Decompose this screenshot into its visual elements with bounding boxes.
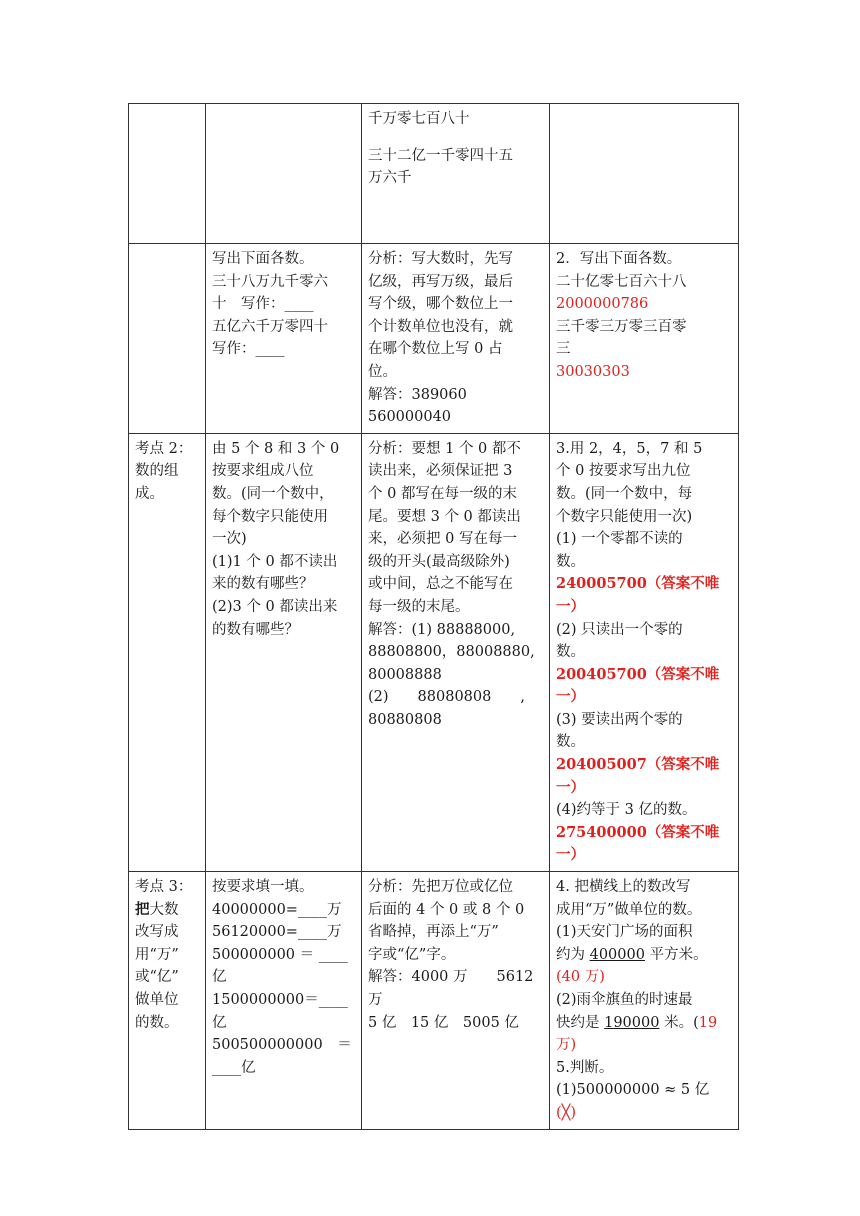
text-line: 约为 400000 平方米。: [556, 946, 708, 963]
cell-question: [206, 433, 362, 871]
cell-analysis: [362, 872, 550, 1130]
cell-exercise: [550, 244, 739, 434]
answer-text: 200405700（答案不唯: [556, 665, 720, 683]
cell-exercise: [550, 872, 739, 1130]
table-row: [129, 433, 739, 871]
text-line: 读出来，必须保证把 3: [368, 463, 513, 480]
table-row: [129, 104, 739, 244]
text-line: 后面的 4 个 0 或 8 个 0: [368, 901, 525, 918]
text-line: 88808800，88008880,: [368, 644, 535, 661]
text-line: 1500000000＝____: [212, 992, 348, 1008]
text-line: 尾。要想 3 个 0 都读出: [368, 508, 521, 525]
text-line: 56120000=____万: [212, 924, 342, 941]
document-table: [128, 103, 739, 1130]
text-line: 80880808: [368, 711, 442, 728]
cell-question: [206, 244, 362, 434]
text-line: 写个级，哪个数位上一: [368, 296, 513, 313]
table-row: [129, 244, 739, 434]
cell-empty: [129, 104, 206, 244]
text-line: 改写成: [135, 924, 179, 941]
cell-empty: [129, 244, 206, 434]
text-line: (2)3 个 0 都读出来: [212, 598, 338, 615]
text-line: 写作：____: [212, 341, 285, 358]
text-line: 做单位: [135, 992, 179, 1008]
text-line: 字或“亿”字。: [368, 946, 456, 963]
text-line: 十 写作：____: [212, 296, 314, 313]
text-line: 500500000000 ＝: [212, 1037, 352, 1054]
answer-text: 275400000（答案不唯: [556, 823, 720, 841]
text-line: 解答：389060: [368, 386, 467, 403]
text-line: 来，必须把 0 写在每一: [368, 531, 517, 548]
text-line: 用“万”: [135, 946, 179, 963]
text-line: 三十八万九千零六: [212, 273, 328, 290]
text-line: 每一级的末尾。: [368, 598, 470, 615]
cell-continuation: [362, 104, 550, 244]
text-line: 分析：写大数时，先写: [368, 251, 513, 267]
cell-exercise: [550, 433, 739, 871]
answer-text: 19: [698, 1014, 718, 1031]
text-line: 数。: [556, 644, 585, 661]
text-line: (2) 只读出一个零的: [556, 621, 683, 638]
text-line: 560000040: [368, 409, 452, 426]
text-line: 数。: [556, 734, 585, 751]
text-line: 把大数: [135, 900, 179, 918]
text-line: 或中间，总之不能写在: [368, 576, 513, 593]
text-line: 解答：(1) 88888000,: [368, 621, 516, 638]
text-line: 按要求填一填。: [212, 879, 314, 896]
cell-analysis: [362, 433, 550, 871]
answer-text: 204005007（答案不唯: [556, 756, 720, 774]
cell-empty: [550, 104, 739, 244]
text-line: 数。: [556, 553, 585, 570]
text-line: 由 5 个 8 和 3 个 0: [212, 440, 340, 457]
text-line: 数。(同一个数中，: [212, 485, 334, 502]
text-line: 或“亿”: [135, 969, 179, 986]
text-line: 分析：要想 1 个 0 都不: [368, 440, 521, 457]
cross-mark-icon: ╳: [561, 1104, 571, 1121]
answer-text: 一）: [556, 597, 585, 615]
text-line: 三千零三万零三百零: [556, 318, 687, 335]
text-line: 在哪个数位上写 0 占: [368, 341, 503, 358]
text-line: 数。(同一个数中，每: [556, 485, 693, 502]
text-line: 数的组: [135, 463, 179, 480]
text-line: 个数字只能使用一次): [556, 508, 693, 525]
text-line: 千万零七百八十: [368, 111, 470, 127]
underlined-number: 190000: [604, 1014, 660, 1031]
exercise-title: 2．写出下面各数。: [556, 251, 682, 267]
text-line: 解答：4000 万 5612: [368, 969, 534, 986]
text-line: 3.用 2，4，5，7 和 5: [556, 440, 703, 457]
answer-text: 一）: [556, 778, 585, 796]
table-row: [129, 872, 739, 1130]
text-line: 按要求组成八位: [212, 463, 314, 480]
text-line: (1) 一个零都不读的: [556, 531, 683, 548]
text-line: 万六千: [368, 170, 412, 187]
topic-label: 考点 2：: [135, 440, 193, 457]
text-line: 成用“万”做单位的数。: [556, 901, 702, 918]
answer-text: 30030303: [556, 363, 630, 380]
text-line: 二十亿零七百六十八: [556, 273, 687, 290]
topic-label: 考点 3：: [135, 879, 193, 896]
text-line: (╳): [556, 1104, 577, 1121]
text-line: 来的数有哪些？: [212, 576, 314, 593]
text-line: 级的开头(最高级除外): [368, 553, 510, 570]
text-line: 500000000 ＝ ____: [212, 946, 348, 963]
answer-text: 一）: [556, 846, 585, 864]
text-line: (3) 要读出两个零的: [556, 711, 683, 728]
answer-text: 2000000786: [556, 296, 649, 313]
text-line: 三十二亿一千零四十五: [368, 147, 513, 164]
text-line: 的数有哪些？: [212, 621, 299, 638]
text-line: 三: [556, 341, 571, 358]
cell-topic: [129, 872, 206, 1130]
answer-text: (40 万): [556, 969, 605, 986]
text-line: 五亿六千万零四十: [212, 318, 328, 335]
text-line: (2) 88080808 ,: [368, 689, 525, 706]
text-line: (1)1 个 0 都不读出: [212, 553, 338, 570]
text-line: 80008888: [368, 666, 442, 683]
text-line: 个 0 都写在每一级的末: [368, 485, 517, 502]
text-line: ____亿: [212, 1059, 256, 1076]
text-line: 位。: [368, 363, 397, 380]
underlined-number: 400000: [589, 946, 645, 963]
text-line: 亿级，再写万级，最后: [368, 273, 513, 290]
text-line: 省略掉，再添上“万”: [368, 924, 499, 941]
text-line: (1)天安门广场的面积: [556, 924, 693, 941]
text-line: 分析：先把万位或亿位: [368, 879, 513, 896]
text-line: 每个数字只能使用: [212, 508, 328, 525]
cell-topic: [129, 433, 206, 871]
cell-analysis: [362, 244, 550, 434]
answer-text: 一）: [556, 688, 585, 706]
answer-text: 万): [556, 1037, 577, 1054]
cell-empty: [206, 104, 362, 244]
text-line: 万: [368, 992, 383, 1008]
text-line: 亿: [212, 1014, 227, 1031]
cell-question: [206, 872, 362, 1130]
text-line: (1)500000000 ≈ 5 亿: [556, 1082, 710, 1099]
text-line: 的数。: [135, 1014, 179, 1031]
text-line: 亿: [212, 969, 227, 986]
text-line: 一次): [212, 531, 247, 548]
text-line: 快约是 190000 米。(19: [556, 1014, 718, 1031]
text-line: 5 亿 15 亿 5005 亿: [368, 1014, 519, 1031]
text-line: 5.判断。: [556, 1059, 614, 1076]
text-line: 个 0 按要求写出九位: [556, 463, 691, 480]
answer-text: 240005700（答案不唯: [556, 575, 720, 593]
text-line: 4. 把横线上的数改写: [556, 879, 691, 896]
text-line: 个计数单位也没有，就: [368, 318, 513, 335]
text-line: 40000000=____万: [212, 901, 342, 918]
text-line: 写出下面各数。: [212, 251, 314, 267]
text-line: (4)约等于 3 亿的数。: [556, 802, 697, 819]
text-line: 成。: [135, 485, 164, 502]
text-line: (2)雨伞旗鱼的时速最: [556, 992, 693, 1008]
